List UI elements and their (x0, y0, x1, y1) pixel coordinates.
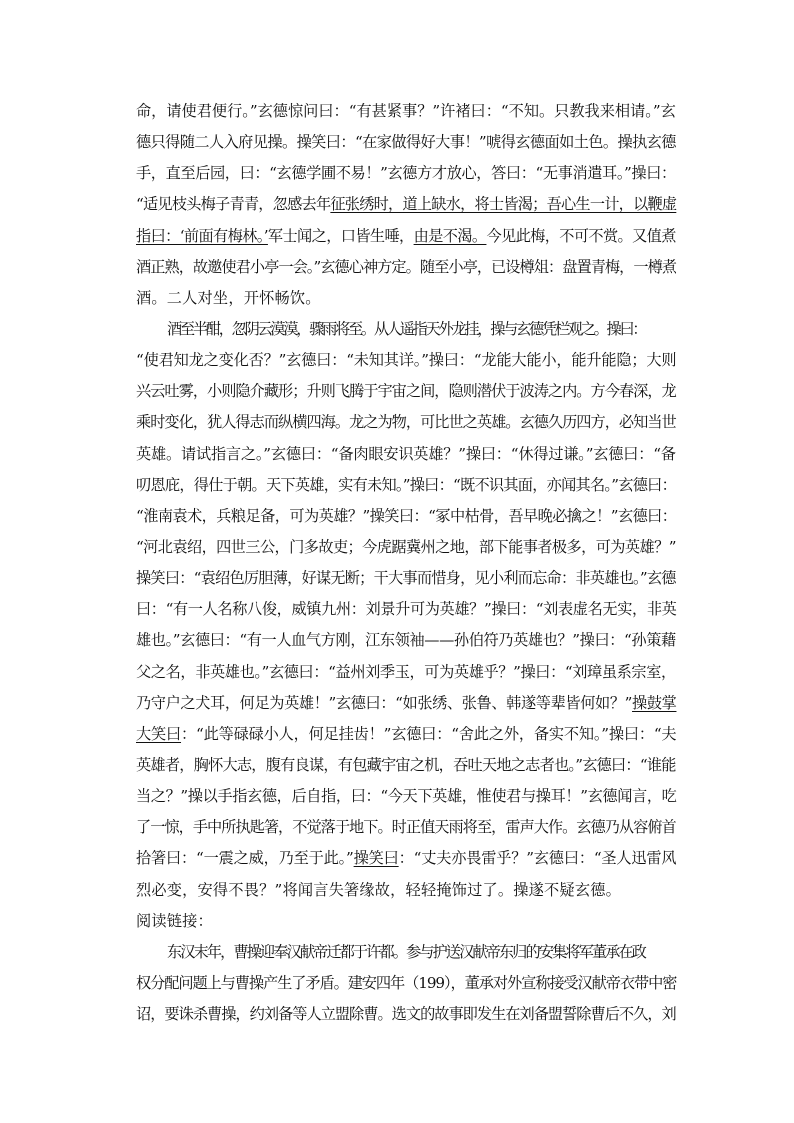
underlined-text: 由是不渴。 (413, 226, 487, 245)
underlined-text: 操笑曰 (353, 849, 399, 868)
text-segment: “适见枝头梅子青青，忽感去年 (136, 195, 331, 214)
text-line (136, 875, 676, 906)
text-segment: 曰：“有一人名称八俊，威镇九州：刘景升可为英雄？”操曰：“刘表虚名无实，非英 (136, 600, 677, 619)
text-segment: 酒至半酣，忽阴云漠漠，骤雨将至。从人遥指天外龙挂，操与玄德凭栏观之。操曰： (167, 319, 646, 338)
text-line (136, 532, 676, 563)
text-line (136, 376, 676, 407)
text-segment: 当之？”操以手指玄德，后自指，曰：“今天下英雄，惟使君与操耳！”玄德闻言，吃 (136, 787, 677, 806)
text-segment: 叨恩庇，得仕于朝。天下英雄，实有未知。”操曰：“既不识其面，亦闻其名。”玄德曰： (136, 475, 677, 494)
text-line (136, 470, 676, 501)
text-segment: 雄也。”玄德曰：“有一人血气方刚，江东领袖——孙伯符乃英雄也？”操曰：“孙策藉 (136, 631, 676, 650)
text-segment: “使君知龙之变化否？”玄德曰：“未知其详。”操曰：“龙能大能小，能升能隐；大则 (136, 351, 677, 370)
text-line (136, 812, 676, 843)
text-line (136, 625, 676, 656)
underlined-text: 征张绣时，道上缺水，将士皆渴；吾心生一计，以鞭虚 (330, 195, 677, 214)
text-segment: 烈必变，安得不畏？”将闻言失箸缘故，轻轻掩饰过了。操遂不疑玄德。 (136, 880, 621, 899)
text-line (136, 345, 676, 376)
text-line (136, 127, 676, 158)
text-segment: “淮南袁术，兵粮足备，可为英雄？”操笑曰：“冢中枯骨，吾早晚必擒之！”玄德曰： (136, 506, 677, 525)
text-line (136, 221, 676, 252)
text-segment: 父之名，非英雄也。”玄德曰：“益州刘季玉，可为英雄乎？”操曰：“刘璋虽系宗室， (136, 662, 676, 681)
text-segment: 酒。二人对坐，开怀畅饮。 (136, 288, 321, 307)
text-line (136, 968, 676, 999)
text-line (136, 937, 676, 968)
text-segment: 东汉末年，曹操迎奉汉献帝迁都于许都。参与护送汉献帝东归的安集将军董承在政 (167, 942, 645, 961)
text-line (136, 252, 676, 283)
text-line (136, 906, 676, 937)
text-line (136, 439, 676, 470)
text-segment: 权分配问题上与曹操产生了矛盾。建安四年（199），董承对外宣称接受汉献帝衣带中密 (136, 973, 677, 992)
text-segment: 酒正熟，故邀使君小亭一会。”玄德心神方定。随至小亭，已设樽俎：盘置青梅，一樽煮 (136, 257, 677, 276)
text-segment: 英雄。请试指言之。”玄德曰：“备肉眼安识英雄？”操曰：“休得过谦。”玄德曰：“备 (136, 444, 676, 463)
text-segment: 军士闻之，口皆生唾， (267, 226, 414, 245)
text-segment: 阅读链接： (136, 911, 213, 930)
text-segment: ：“此等碌碌小人，何足挂齿！”玄德曰：“舍此之外，备实不知。”操曰：“夫 (181, 724, 677, 743)
underlined-text: 操鼓掌 (632, 693, 677, 712)
text-line (136, 688, 676, 719)
text-line (136, 189, 676, 220)
text-segment: 兴云吐雾，小则隐介藏形；升则飞腾于宇宙之间，隐则潜伏于波涛之内。方今春深，龙 (136, 382, 676, 401)
text-line (136, 719, 676, 750)
text-segment: 英雄者，胸怀大志，腹有良谋，有包藏宇宙之机，吞吐天地之志者也。”玄德曰：“谁能 (136, 755, 676, 774)
text-segment: 手，直至后园，曰：“玄德学圃不易！”玄德方才放心，答曰：“无事消遣耳。”操曰： (136, 164, 676, 183)
text-line (136, 657, 676, 688)
text-segment: 拾箸曰：“一震之威，乃至于此。” (136, 849, 354, 868)
text-line (136, 96, 676, 127)
text-segment: ：“丈夫亦畏雷乎？”玄德曰：“圣人迅雷风 (398, 849, 677, 868)
text-line (136, 781, 676, 812)
text-segment: 今见此梅，不可不赏。又值煮 (486, 226, 676, 245)
underlined-text: 大笑曰 (136, 724, 182, 743)
text-line (136, 594, 676, 625)
text-line (136, 158, 676, 189)
text-line (136, 283, 676, 314)
text-segment: 操笑曰：“袁绍色厉胆薄，好谋无断；干大事而惜身，见小利而忘命：非英雄也。”玄德 (136, 569, 676, 588)
text-line (136, 407, 676, 438)
document-body (136, 96, 676, 1030)
text-line (136, 999, 676, 1030)
text-segment: 命，请使君便行。”玄德惊问曰：“有甚紧事？”许褚曰：“不知。只教我来相请。”玄 (136, 102, 676, 120)
text-segment: 德只得随二人入府见操。操笑曰：“在家做得好大事！”唬得玄德面如土色。操执玄德 (136, 133, 676, 152)
text-line (136, 314, 676, 345)
text-line (136, 501, 676, 532)
text-segment: 诏，要诛杀曹操，约刘备等人立盟除曹。选文的故事即发生在刘备盟誓除曹后不久，刘 (136, 1005, 676, 1024)
text-line (136, 750, 676, 781)
text-segment: 乃守户之犬耳，何足为英雄！”玄德曰：“如张绣、张鲁、韩遂等辈皆何如？” (136, 693, 633, 712)
text-line (136, 563, 676, 594)
text-segment: “河北袁绍，四世三公，门多故吏；今虎踞冀州之地，部下能事者极多，可为英雄？” (136, 537, 676, 556)
text-segment: 了一惊，手中所执匙箸，不觉落于地下。时正值天雨将至，雷声大作。玄德乃从容俯首 (136, 818, 676, 837)
text-segment: 乘时变化，犹人得志而纵横四海。龙之为物，可比世之英雄。玄德久历四方，必知当世 (136, 413, 676, 432)
underlined-text: 指曰：‘前面有梅林。’ (136, 226, 268, 245)
text-line (136, 843, 676, 874)
